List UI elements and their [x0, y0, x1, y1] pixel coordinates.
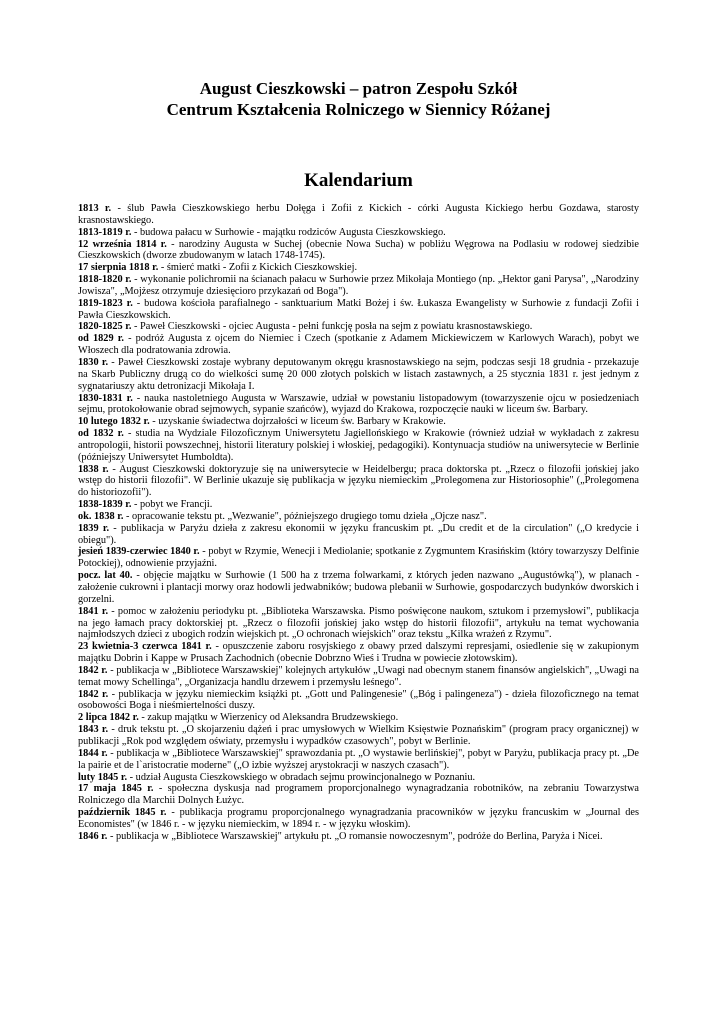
entry-text: - publikacja w języku niemieckim książki pt. „Gott und Palingenesie" („Bóg i palingeneza") - dzieła filozoficznego na temat osobowości Boga i nieśmiertelności duszy.: [78, 688, 639, 712]
entry-text: - społeczna dyskusja nad programem proporcjonalnego wynagradzania robotników, na zebraniu Towarzystwa Rolniczego dla Marchii Dolnych Łużyc.: [78, 783, 639, 807]
entry-date: 10 lutego 1832 r.: [78, 416, 150, 428]
calendar-entry: [78, 227, 639, 239]
entry-date: 1819-1823 r.: [78, 297, 133, 309]
calendar-entry: [78, 831, 639, 843]
entry-date: 1830-1831 r.: [78, 392, 133, 404]
document-title: [78, 78, 639, 120]
entry-date: 1843 r.: [78, 724, 109, 736]
calendar-entry: [78, 428, 639, 464]
entry-text: - August Cieszkowski doktoryzuje się na uniwersytecie w Heidelbergu; praca doktorska pt. „Rzecz o filozofii jońskiej jako wstęp do historii filozofii". W Berlinie ukazuje się publikacja w języku niemieckim „Prolegomena zur Historiosophie" („Prolegomena do historiozofii").: [78, 463, 639, 499]
entry-date: 17 sierpnia 1818 r.: [78, 262, 159, 274]
entry-date: październik 1845 r.: [78, 807, 167, 819]
entry-text: - podróż Augusta z ojcem do Niemiec i Czech (spotkanie z Adamem Mickiewiczem w Karlowych Warach), pobyt we Włoszech dla podratowania zdrowia.: [78, 333, 639, 357]
calendar-entry: [78, 321, 639, 333]
title-line-1: August Cieszkowski – patron Zespołu Szkół: [199, 79, 518, 98]
entry-text: - nauka nastoletniego Augusta w Warszawie, udział w powstaniu listopadowym (towarzyszenie ojcu w posiedzeniach sejmu, protokołowanie obrad sejmowych, sypanie szańców), wyjazd do Krakowa, rozpoczęcie nauki w liceum św. Barbary.: [78, 392, 639, 416]
calendar-list: [78, 203, 639, 843]
calendar-entry: [78, 523, 639, 547]
entry-text: - objęcie majątku w Surhowie (1 500 ha z trzema folwarkami, z których jeden nazwano „Augustówką"), w planach - założenie cukrowni i plantacji morwy oraz hodowli jedwabników; budowa plebanii w Surhowie, gospodarczych budynków dworskich i gorzelni.: [78, 570, 639, 605]
entry-text: - budowa pałacu w Surhowie - majątku rodziców Augusta Cieszkowskiego.: [131, 226, 446, 238]
entry-text: - udział Augusta Cieszkowskiego w obradach sejmu prowincjonalnego w Poznaniu.: [127, 771, 476, 783]
entry-date: 1830 r.: [78, 356, 109, 368]
entry-date: 1838-1839 r.: [78, 499, 132, 511]
calendar-entry: [78, 203, 639, 227]
calendar-entry: [78, 748, 639, 772]
calendar-entry: [78, 298, 639, 322]
entry-date: od 1829 r.: [78, 333, 124, 345]
entry-date: ok. 1838 r.: [78, 510, 124, 522]
entry-date: 1842 r.: [78, 688, 109, 700]
entry-text: - zakup majątku w Wierzenicy od Aleksandra Brudzewskiego.: [138, 712, 399, 724]
entry-date: 2 lipca 1842 r.: [78, 712, 139, 724]
calendar-entry: [78, 333, 639, 357]
calendar-entry: [78, 274, 639, 298]
entry-text: - publikacja w Paryżu dzieła z zakresu ekonomii w języku francuskim pt. „Du credit et de la circulation" („O kredycie i obiegu").: [78, 522, 639, 546]
calendar-entry: [78, 239, 639, 263]
entry-text: - opuszczenie zaboru rosyjskiego z obawy przed dalszymi represjami, osiedlenie się w zakupionym majątku Dobrin i Kappe w Prusach Zachodnich (obecnie Dobrzno Wieś i Trudna w powiecie złotowskim).: [78, 641, 639, 665]
entry-text: - studia na Wydziale Filozoficznym Uniwersytetu Jagiellońskiego w Krakowie (również udział w wykładach z zakresu antropologii, historii powszechnej, historii literatury polskiej i włoskiej, pedagogiki). Kontynuacja studiów na uniwersytecie w Berlinie (późniejszy Uniwersytet Humboldta).: [78, 428, 639, 463]
calendar-entry: [78, 357, 639, 393]
entry-text: - Paweł Cieszkowski zostaje wybrany deputowanym okręgu krasnostawskiego na sejm, podczas sesji 18 grudnia - przekazuje na Skarb Publiczny drugą co do wielkości sumę 20 000 złotych polskich w listach zastawnych, a 25 stycznia 1831 r. jest jednym z sygnatariuszy aktu detronizacji Mikołaja I.: [78, 356, 639, 392]
calendar-entry: [78, 570, 639, 606]
entry-date: 23 kwietnia-3 czerwca 1841 r.: [78, 641, 212, 653]
section-heading: Kalendarium: [304, 170, 413, 191]
entry-text: - opracowanie tekstu pt. „Wezwanie", późniejszego drugiego tomu dzieła „Ojcze nasz".: [123, 510, 487, 522]
entry-date: od 1832 r.: [78, 428, 124, 440]
entry-date: 1842 r.: [78, 664, 108, 676]
entry-date: jesień 1839-czerwiec 1840 r.: [78, 546, 200, 558]
entry-text: - pobyt we Francji.: [131, 499, 213, 511]
entry-text: - publikacja programu proporcjonalnego wynagradzania pracowników w języku francuskim w „Journal des Economistes" (w 1846 r. - w języku niemieckim, w 1894 r. - w języku włoskim).: [78, 807, 640, 830]
entry-date: 1841 r.: [78, 605, 109, 617]
calendar-entry: [78, 393, 639, 417]
title-line-2: Centrum Kształcenia Rolniczego w Siennicy Różanej: [166, 100, 551, 119]
entry-text: - narodziny Augusta w Suchej (obecnie Nowa Sucha) w pobliżu Węgrowa na Podlasiu w rodowej siedzibie Cieszkowskich (dworze zbudowanym w latach 1748-1745).: [78, 238, 639, 262]
entry-text: - publikacja w „Bibliotece Warszawskiej" artykułu pt. „O romansie nowoczesnym", podróże do Berlina, Paryża i Nicei.: [107, 830, 603, 842]
entry-date: 12 września 1814 r.: [78, 238, 167, 250]
entry-text: - Paweł Cieszkowski - ojciec Augusta - pełni funkcję posła na sejm z powiatu krasnostawskiego.: [131, 321, 533, 333]
entry-date: 1838 r.: [78, 463, 109, 475]
entry-text: - budowa kościoła parafialnego - sanktuarium Matki Bożej i św. Łukasza Ewangelisty w Surhowie z fundacji Zofii i Pawła Cieszkowskich.: [78, 297, 640, 321]
entry-text: - publikacja w „Bibliotece Warszawskiej" sprawozdania pt. „O wystawie berlińskiej", pobyt w Paryżu, publikacja pracy pt. „De la pairie et de l`aristocratie moderne" („O izbie wyższej arystokracji w naszych czasach").: [78, 747, 639, 771]
entry-date: 1844 r.: [78, 747, 108, 759]
calendar-entry: [78, 606, 639, 642]
entry-date: pocz. lat 40.: [78, 570, 133, 582]
entry-text: - pobyt w Rzymie, Wenecji i Mediolanie; spotkanie z Zygmuntem Krasińskim (który towarzyszy Delfinie Potockiej), odnowienie przyjaźni.: [78, 546, 640, 570]
entry-text: - publikacja w „Bibliotece Warszawskiej" kolejnych artykułów „Uwagi nad obecnym stanem finansów angielskich", „Uwagi na temat mowy Schellinga", „Organizacja handlu drzewem i przemysłu leśnego".: [78, 664, 639, 688]
entry-date: 1846 r.: [78, 830, 108, 842]
calendar-entry: [78, 772, 639, 784]
calendar-entry: [78, 783, 639, 807]
entry-text: - uzyskanie świadectwa dojrzałości w liceum św. Barbary w Krakowie.: [149, 416, 446, 428]
entry-text: - wykonanie polichromii na ścianach pałacu w Surhowie przez Mikołaja Montiego (np. „Hektor gani Parysa", „Narodziny Jowisza", „Mojżesz otrzymuje dziesięcioro przykazań od Boga").: [78, 274, 639, 297]
calendar-entry: [78, 665, 639, 689]
calendar-entry: [78, 262, 639, 274]
entry-text: - śmierć matki - Zofii z Kickich Cieszkowskiej.: [158, 262, 358, 274]
calendar-entry: [78, 464, 639, 500]
calendar-entry: [78, 499, 639, 511]
calendar-entry: [78, 416, 639, 428]
calendar-entry: [78, 546, 639, 570]
calendar-entry: [78, 712, 639, 724]
entry-date: 1818-1820 r.: [78, 274, 132, 286]
entry-text: - pomoc w założeniu periodyku pt. „Biblioteka Warszawska. Pismo poświęcone naukom, sztukom i przemysłowi", publikacja na jego łamach pracy doktorskiej pt. „Rzecz o filozofii jońskiej jako wstęp do historii filozofii", artykułu na temat wychowania najmłodszych dzieci z ubogich rodzin wiejskich pt. „O ochronach wiejskich" oraz tekstu „Kilka wrażeń z Rzymu".: [78, 605, 639, 641]
calendar-entry: [78, 689, 639, 713]
entry-date: 1820-1825 r.: [78, 321, 132, 333]
entry-date: 1813 r.: [78, 203, 112, 214]
calendar-entry: [78, 724, 639, 748]
entry-text: - ślub Pawła Cieszkowskiego herbu Dołęga i Zofii z Kickich - córki Augusta Kickiego herbu Gozdawa, starosty krasnostawskiego.: [78, 203, 639, 226]
entry-date: 17 maja 1845 r.: [78, 783, 154, 795]
entry-text: - druk tekstu pt. „O skojarzeniu dążeń i prac umysłowych w Wielkim Księstwie Poznańskim" (program pracy organicznej) w publikacji „Rok pod względem oświaty, przemysłu i wypadków czasowych", pobyt w Berlinie.: [78, 724, 639, 747]
calendar-entry: [78, 807, 639, 831]
entry-date: 1839 r.: [78, 522, 110, 534]
calendar-entry: [78, 641, 639, 665]
entry-date: 1813-1819 r.: [78, 226, 132, 238]
entry-date: luty 1845 r.: [78, 771, 128, 783]
calendar-entry: [78, 511, 639, 523]
